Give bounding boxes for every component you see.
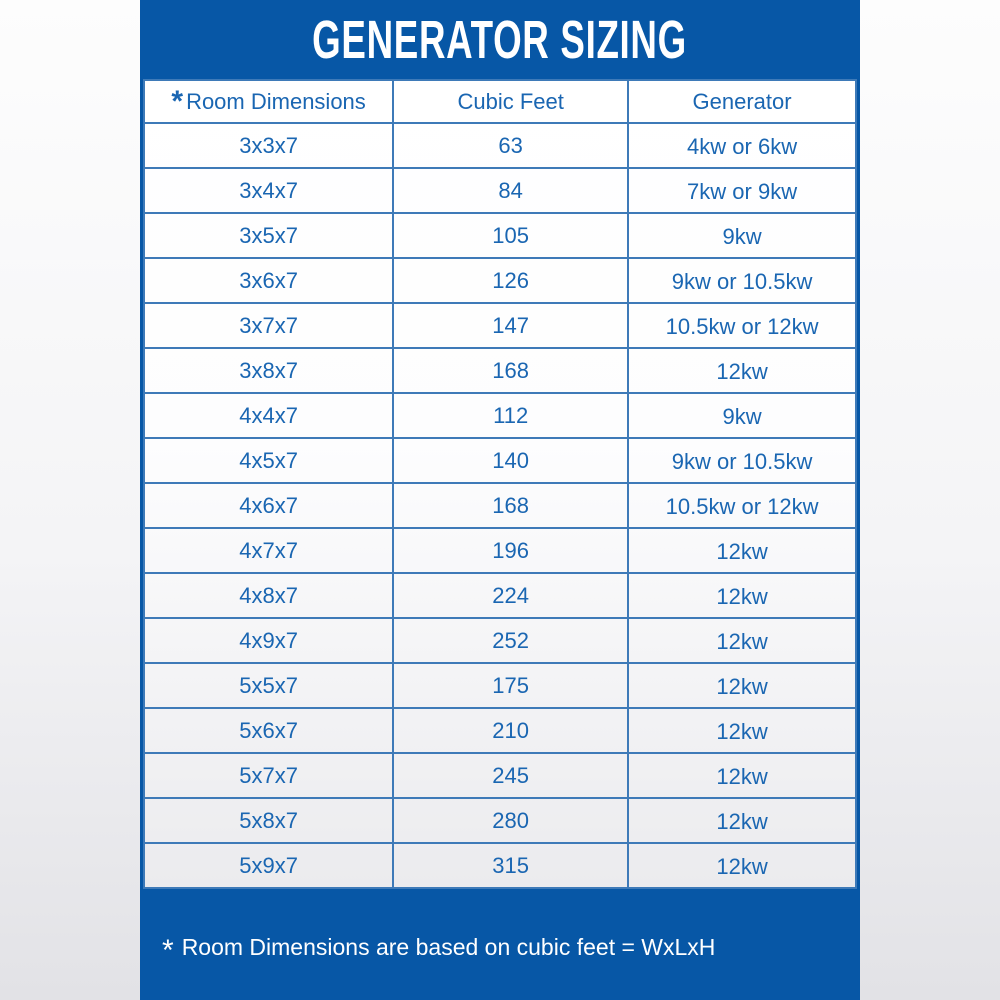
- cubic-feet-cell: 224: [393, 573, 628, 618]
- table-row: [144, 663, 856, 708]
- room-dimensions-cell: 3x7x7: [144, 303, 393, 348]
- cubic-feet-cell: 105: [393, 213, 628, 258]
- room-dimensions-cell: 4x6x7: [144, 483, 393, 528]
- table-row: [144, 348, 856, 393]
- generator-cell: 9kw or 10.5kw: [628, 258, 856, 303]
- table-row: [144, 123, 856, 168]
- column-header-label: Generator: [692, 88, 792, 114]
- generator-cell: 12kw: [628, 663, 856, 708]
- generator-cell: 7kw or 9kw: [628, 168, 856, 213]
- room-dimensions-cell: 3x8x7: [144, 348, 393, 393]
- table-row: [144, 303, 856, 348]
- generator-cell: 10.5kw or 12kw: [628, 483, 856, 528]
- generator-cell: 12kw: [628, 753, 856, 798]
- generator-cell: 12kw: [628, 843, 856, 888]
- cubic-feet-cell: 175: [393, 663, 628, 708]
- table-row: [144, 708, 856, 753]
- room-dimensions-cell: 5x7x7: [144, 753, 393, 798]
- room-dimensions-cell: 4x8x7: [144, 573, 393, 618]
- room-dimensions-cell: 4x5x7: [144, 438, 393, 483]
- generator-cell: 12kw: [628, 573, 856, 618]
- cubic-feet-cell: 245: [393, 753, 628, 798]
- cubic-feet-cell: 147: [393, 303, 628, 348]
- generator-cell: 4kw or 6kw: [628, 123, 856, 168]
- table-row: [144, 843, 856, 888]
- cubic-feet-cell: 126: [393, 258, 628, 303]
- room-dimensions-cell: 3x6x7: [144, 258, 393, 303]
- column-header-label: Room Dimensions: [186, 88, 366, 114]
- cubic-feet-cell: 315: [393, 843, 628, 888]
- table-row: [144, 798, 856, 843]
- cubic-feet-cell: 112: [393, 393, 628, 438]
- page-title: GENERATOR SIZING: [312, 9, 688, 70]
- footnote-text: Room Dimensions are based on cubic feet = WxLxH: [181, 934, 716, 960]
- column-header-label: Cubic Feet: [457, 88, 564, 114]
- generator-sizing-table: [143, 79, 857, 889]
- cubic-feet-cell: 140: [393, 438, 628, 483]
- cubic-feet-cell: 168: [393, 348, 628, 393]
- title-band: [140, 0, 860, 79]
- table-row: [144, 393, 856, 438]
- room-dimensions-cell: 3x4x7: [144, 168, 393, 213]
- table-row: [144, 438, 856, 483]
- generator-cell: 12kw: [628, 348, 856, 393]
- generator-cell: 12kw: [628, 708, 856, 753]
- table-row: [144, 573, 856, 618]
- generator-sizing-panel: [140, 0, 860, 1000]
- cubic-feet-cell: 196: [393, 528, 628, 573]
- room-dimensions-cell: 5x5x7: [144, 663, 393, 708]
- generator-cell: 10.5kw or 12kw: [628, 303, 856, 348]
- room-dimensions-cell: 3x3x7: [144, 123, 393, 168]
- footnote: [140, 889, 860, 967]
- table-row: [144, 528, 856, 573]
- header-row: [144, 80, 856, 123]
- cubic-feet-cell: 252: [393, 618, 628, 663]
- room-dimensions-cell: 4x7x7: [144, 528, 393, 573]
- table-row: [144, 168, 856, 213]
- generator-cell: 9kw or 10.5kw: [628, 438, 856, 483]
- asterisk-mark: *: [171, 84, 184, 118]
- generator-cell: 12kw: [628, 798, 856, 843]
- table-row: [144, 213, 856, 258]
- generator-cell: 12kw: [628, 618, 856, 663]
- column-header-room-dimensions: [144, 80, 393, 123]
- cubic-feet-cell: 280: [393, 798, 628, 843]
- generator-cell: 12kw: [628, 528, 856, 573]
- room-dimensions-cell: 5x6x7: [144, 708, 393, 753]
- room-dimensions-cell: 5x8x7: [144, 798, 393, 843]
- room-dimensions-cell: 3x5x7: [144, 213, 393, 258]
- table-row: [144, 483, 856, 528]
- column-header-generator: [628, 80, 856, 123]
- cubic-feet-cell: 168: [393, 483, 628, 528]
- cubic-feet-cell: 84: [393, 168, 628, 213]
- table-body: [144, 123, 856, 888]
- room-dimensions-cell: 4x4x7: [144, 393, 393, 438]
- room-dimensions-cell: 5x9x7: [144, 843, 393, 888]
- table-row: [144, 753, 856, 798]
- table-row: [144, 258, 856, 303]
- column-header-cubic-feet: [393, 80, 628, 123]
- table-row: [144, 618, 856, 663]
- asterisk-mark: *: [162, 934, 174, 967]
- generator-cell: 9kw: [628, 213, 856, 258]
- cubic-feet-cell: 210: [393, 708, 628, 753]
- cubic-feet-cell: 63: [393, 123, 628, 168]
- room-dimensions-cell: 4x9x7: [144, 618, 393, 663]
- generator-cell: 9kw: [628, 393, 856, 438]
